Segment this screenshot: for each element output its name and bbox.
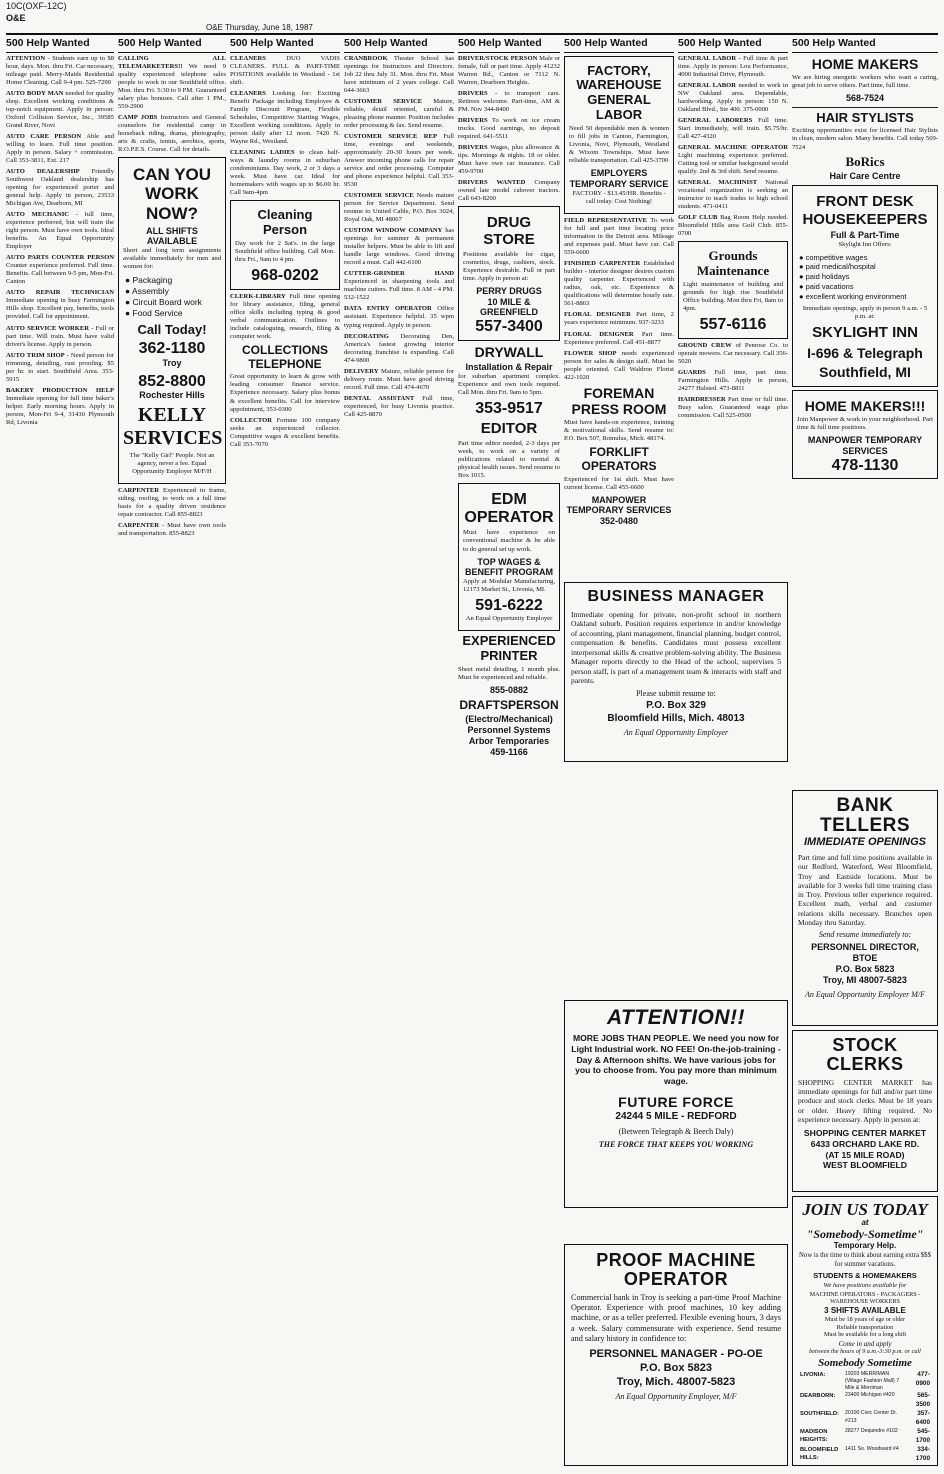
foreman-title: FOREMAN PRESS ROOM bbox=[571, 384, 667, 417]
address-line: WEST BLOOMFIELD bbox=[822, 1160, 908, 1171]
address-line: Troy, Mich. 48007-5823 bbox=[616, 1375, 736, 1388]
kelly-services-ad bbox=[118, 157, 226, 484]
ad-body: MORE JOBS THAN PEOPLE. We need you now for Light Industrial work. NO FEE! On-the-job-training - Day & Afternoon shifts. We have various jobs for you to choose from. You pay more than minimum wage. bbox=[571, 1033, 781, 1086]
promo-sub: ALL SHIFTS AVAILABLE bbox=[146, 225, 198, 247]
ad-eoe: An Equal Opportunity Employer, M/F bbox=[615, 1392, 737, 1402]
page-header bbox=[0, 0, 944, 34]
column-2 bbox=[118, 36, 226, 1466]
column-heading: 500 Help Wanted bbox=[564, 36, 674, 53]
requirement: Must be 18 years of age or older bbox=[824, 1316, 906, 1324]
ad-sub: Full & Part-Time bbox=[830, 229, 900, 240]
proof-machine-ad bbox=[564, 1244, 788, 1466]
company-name: FUTURE FORCE bbox=[618, 1093, 734, 1110]
edm-operator-ad bbox=[458, 483, 560, 631]
promo-item: ● Food Service bbox=[125, 308, 221, 319]
address-line: Troy, MI 48007-5823 bbox=[823, 975, 907, 986]
printer-title: EXPERIENCED PRINTER bbox=[462, 632, 556, 663]
hours: between the hours of 9 a.m.-3:30 p.m. or call bbox=[809, 1348, 921, 1356]
promo-list bbox=[123, 275, 221, 319]
ad-eoe: An Equal Opportunity Employer M/F bbox=[805, 989, 925, 999]
benefit-list bbox=[797, 253, 933, 302]
attention-ad bbox=[564, 1000, 788, 1208]
column-heading: 500 Help Wanted bbox=[678, 36, 788, 53]
classified-ad: CUSTOMER SERVICE REP Full time, evenings and weekends, approximately 20-30 hours per week. Answer incoming phone calls for repair service and order processing. Computer and phone experience helpful. Call 353-9530 bbox=[344, 132, 454, 189]
brand-sub: Hair Care Centre bbox=[829, 171, 901, 182]
page-corner-mark: 10C(OXF-12C) bbox=[6, 1, 67, 11]
location-address: 1411 So. Woodward #4 bbox=[844, 1446, 899, 1453]
classified-ad: CLERK-LIBRARY Full time opening for library assistance, filing, general office skills including typing & good verbal communication. Outlines to include cataloguing, research, filing & computer work. bbox=[230, 292, 340, 340]
ad-title: STOCK CLERKS bbox=[826, 1035, 904, 1074]
classified-ad: AUTO REPAIR TECHNICIAN Immediate opening in busy Farmington Hills shop. Excellent pay, benefits, tools provided. Call for appointment. bbox=[6, 289, 114, 321]
ad-tagline: TOP WAGES & BENEFIT PROGRAM bbox=[464, 556, 553, 578]
front-desk-ad bbox=[792, 185, 938, 387]
location-city: BLOOMFIELD HILLS: bbox=[800, 1447, 839, 1462]
ad-company: Skylight Inn Offers: bbox=[838, 240, 892, 248]
classified-ad: CUSTOMER SERVICE Needs mature person for Service Department. Send resume to United Cable, P.O. Box 3024, Royal Oak, MI 48067 bbox=[344, 192, 454, 224]
address-line: PERSONNEL MANAGER - PO-OE bbox=[589, 1348, 763, 1361]
location-city: SOUTHFIELD: bbox=[800, 1411, 839, 1418]
grounds-ad bbox=[678, 241, 788, 339]
ad-body: Positions available for cigar, cosmetics, drugs, cashiers, stock. Experience desirable. Full or part time. Apply in person at: bbox=[463, 250, 555, 282]
classified-ad: GENERAL LABOR - Full time & part time. Apply in person: Lou Performance, 4000 Industrial Drive, Plymouth. bbox=[678, 54, 788, 78]
address-line: P.O. Box 329 bbox=[646, 700, 706, 712]
address-line: P.O. Box 5823 bbox=[640, 1361, 712, 1374]
classified-ad: HAIRDRESSER Part time or full time. Busy salon. Guaranteed wage plus commission. Call 525-0500 bbox=[678, 395, 788, 420]
inn-city: Southfield, MI bbox=[819, 363, 911, 380]
ad-note: FACTORY - $13.45/HR. Benefits - call today. Cost Nothing! bbox=[572, 190, 666, 206]
locations-table bbox=[797, 1371, 933, 1465]
ad-title: HOME MAKERS!!! bbox=[804, 397, 926, 414]
classified-ad: GUARDS Full time, part time. Farmington Hills. Apply in person, 24277 Halsted. 473-8811 bbox=[678, 368, 788, 392]
classified-ad: Great opportunity to learn & grow with leading consumer finance service. Experience necessary. Salary plus bonus & excellent benefits. Call for interview appointment, 353-0300 bbox=[230, 373, 340, 413]
column-heading: 500 Help Wanted bbox=[344, 36, 454, 53]
classified-ad: GROUND CREW of Penrose Co. to operate mowers. Car necessary. Call 356-5020 bbox=[678, 341, 788, 365]
column-heading: 500 Help Wanted bbox=[230, 36, 340, 53]
shifts: 3 SHIFTS AVAILABLE bbox=[824, 1306, 906, 1316]
ad-phone: 855-0882 bbox=[489, 684, 529, 695]
location-address: 28277 Dequindre #102 bbox=[844, 1428, 898, 1435]
ad-body: Need 50 dependable men & women to fill jobs in Canton, Farmington, Livonia, Novi, Plymouth, Westland & Wixom Townships. Must have reliable transportation. Call 425-3700 bbox=[569, 125, 669, 165]
location-row bbox=[797, 1446, 933, 1464]
address-line: 6433 ORCHARD LAKE RD. bbox=[810, 1138, 920, 1149]
promo-item: ● Assembly bbox=[125, 286, 221, 297]
factory-ad bbox=[564, 56, 674, 215]
ad-body: Join Manpower & work in your neighborhood. Part time & full time positions. bbox=[797, 415, 933, 431]
ad-body: Must have experience on conventional machine & be able to do general set up work. bbox=[463, 529, 555, 553]
column-heading: 500 Help Wanted bbox=[6, 36, 114, 53]
ad-send: Send resume immediately to: bbox=[818, 930, 912, 940]
classified-ad: AUTO PARTS COUNTER PERSON Counter experience preferred. Full time. Benefits. Call between 9-5 pm, Mon-Fri. Canton bbox=[6, 254, 114, 286]
classified-ad: CARPENTER - Must have own tools and transportation. 855-8823 bbox=[118, 522, 226, 538]
ad-phone: 353-9517 bbox=[475, 399, 543, 417]
brand-name: BoRics bbox=[845, 153, 885, 169]
inn-location: I-696 & Telegraph bbox=[807, 344, 923, 361]
promo-phone: 852-8800 bbox=[138, 372, 206, 390]
classified-ad: AUTO DEALERSHIP Friendly Southwest Oakland dealership has opening for experienced porter and general help. Apply in person, 23533 Michigan Ave, Dearborn, MI bbox=[6, 167, 114, 208]
drywall-title: DRYWALL bbox=[474, 343, 544, 360]
employer-name: MANPOWER TEMPORARY SERVICES bbox=[566, 494, 672, 516]
drywall-sub: Installation & Repair bbox=[465, 361, 553, 372]
ad-body: Exciting opportunities exist for licensed Hair Stylists in clean, modern salon. Many benefits. Call today 569-7524 bbox=[792, 127, 938, 151]
store-address: 10 MILE & GREENFIELD bbox=[479, 296, 538, 318]
column-1 bbox=[6, 36, 114, 1466]
ad-phone: 459-1166 bbox=[490, 746, 528, 757]
benefit-item: ● paid holidays bbox=[799, 272, 933, 282]
dateline: O&E Thursday, June 18, 1987 bbox=[206, 23, 313, 32]
classified-ad: FINISHED CARPENTER Established builder - interior designer desires custom quality carpenter. Experienced with radius, oak, etc. Experience & qualifications will determine hourly rate. 561-8863 bbox=[564, 260, 674, 308]
classified-ad: GENERAL LABORERS Full time. Start immediately, will train. $5.75/hr. Call 427-4320 bbox=[678, 116, 788, 140]
ad-title: ATTENTION!! bbox=[606, 1006, 746, 1029]
classified-ad: FLORAL DESIGNER Part time, 2 years experience minimum. 937-3233 bbox=[564, 311, 674, 327]
ad-phone: 591-6222 bbox=[475, 597, 543, 615]
join-at: at bbox=[861, 1218, 869, 1227]
column-7 bbox=[678, 36, 788, 576]
editor-title: EDITOR bbox=[480, 420, 538, 438]
ad-title: Cleaning Person bbox=[257, 207, 313, 238]
location-city: MADISON HEIGHTS: bbox=[800, 1429, 828, 1444]
collections-title: COLLECTIONS TELEPHONE bbox=[242, 342, 328, 371]
ad-title: PROOF MACHINE OPERATOR bbox=[596, 1250, 756, 1289]
classified-ad: AUTO CARE PERSON Able and willing to learn. Full time position. Apply in person. Salary + commission. Call 353-3811, Ext. 217 bbox=[6, 132, 114, 164]
column-6 bbox=[564, 36, 674, 576]
ad-body: Day work for 2 Sat's. in the large Southfield office building. Call Mon. thru Fri., 9am to 4 pm. bbox=[235, 239, 335, 264]
divider bbox=[792, 107, 938, 108]
ad-phone: 352-0480 bbox=[599, 516, 639, 527]
classified-ad: CUTTER-GRINDER HAND Experienced in sharpening tools and machine cutters. Full time. 8 AM - 4 PM. 532-1522 bbox=[344, 270, 454, 302]
place-name: SHOPPING CENTER MARKET bbox=[803, 1128, 927, 1139]
drafts-sub: (Electro/Mechanical) bbox=[465, 714, 553, 725]
ad-body: Must have hands-on experience, training & motivational skills. Send resume to: P.O. Box 507, Romulus, Mich. 48174. bbox=[564, 418, 674, 442]
classified-ad: FIELD REPRESENTATIVE To work for full and part time locating price information in the Detroit area. Mileage and expenses paid. Must have car. Call 559-6600 bbox=[564, 217, 674, 257]
ad-body: Now is the time to think about earning extra $$$ for summer vacations. bbox=[799, 1252, 931, 1268]
hair-title: HAIR STYLISTS bbox=[816, 109, 914, 125]
benefit-item: ● excellent working environment bbox=[799, 292, 933, 302]
ad-apply: Immediate openings, apply in person 9 a.m. - 5 p.m. at: bbox=[802, 305, 928, 321]
classified-ad: CUSTOM WINDOW COMPANY has openings for summer & permanent installer helpers. Must be able to lift and handle large windows. Good driving record a must. Call 442-6100 bbox=[344, 227, 454, 267]
ad-body: SHOPPING CENTER MARKET has immediate openings for full and/or part time produce and stock clerks. Must be 18 years or older. Heavy lifting required. No experience necessary. Apply in person at: bbox=[798, 1077, 932, 1124]
ad-body: Experienced for 1st shift. Must have current license. Call 455-6600 bbox=[564, 475, 674, 491]
promo-city: Troy bbox=[162, 357, 182, 368]
classified-ad: CLEANERS Looking for: Exciting Benefit Package including Employee & Family Discount Program, Flexible Schedules, Competitive Starting Wages, Excellent working conditions. Apply in person daily after 12 noon. 7420 N. Wayne Rd., Westland. bbox=[230, 89, 340, 145]
benefit-item: ● paid vacations bbox=[799, 282, 933, 292]
section-tag: O&E bbox=[6, 13, 26, 23]
classified-ad: DRIVERS To work on ice cream trucks. Good earnings, no deposit required. 641-5511 bbox=[458, 116, 560, 140]
ad-title: FRONT DESK HOUSEKEEPERS bbox=[802, 193, 928, 228]
stock-clerks-ad bbox=[792, 1030, 938, 1192]
ad-sub: IMMEDIATE OPENINGS bbox=[803, 835, 927, 848]
ad-list bbox=[6, 55, 114, 427]
location-phone: 357-6400 bbox=[915, 1410, 930, 1427]
promo-item: ● Circuit Board work bbox=[125, 297, 221, 308]
classified-ad: CUSTOMER SERVICE Mature, reliable, detail oriented, careful & pleasing phone manner. Position includes order processing & fax. Send resume. bbox=[344, 97, 454, 129]
address-line: PERSONNEL DIRECTOR, BTOE bbox=[811, 941, 919, 963]
ad-body: Part time editor needed, 2-3 days per week, to work on a variety of publications related to mental & physical health issues. Send resume to Box 1015. bbox=[458, 439, 560, 479]
requirement: Reliable transportation bbox=[836, 1323, 894, 1331]
drug-store-ad bbox=[458, 206, 560, 341]
classified-ad: DENTAL ASSISTANT Full time, experienced, for busy Livonia practice. Call 425-8870 bbox=[344, 394, 454, 418]
tagline: THE FORCE THAT KEEPS YOU WORKING bbox=[598, 1139, 754, 1149]
address-line: P.O. Box 5823 bbox=[835, 964, 895, 975]
drafts-title: DRAFTSPERSON bbox=[459, 697, 559, 712]
classified-ad: FLORAL DESIGNER Part time. Experience preferred. Call 451-8877 bbox=[564, 330, 674, 346]
ad-phone: 568-7524 bbox=[845, 92, 885, 103]
business-manager-ad bbox=[564, 582, 788, 762]
classified-ad: BAKERY PRODUCTION HELP Immediate opening for full time baker's helper. Early morning hours. Apply in person, Mon-Fri 9-4, 31430 Plymouth Rd, Livonia bbox=[6, 386, 114, 426]
location-city: LIVONIA: bbox=[800, 1371, 826, 1378]
classified-ad: CRANBROOK Theater School has openings for Instructors and Directors. Job 22 thru July 31. Mon. thru Fri. Must have minimum of 2 years college. Call 644-3663 bbox=[344, 54, 454, 94]
employer-name: MANPOWER TEMPORARY SERVICES bbox=[807, 435, 923, 456]
ad-apply: Apply at Modular Manufacturing, 12173 Market St., Livonia, MI. bbox=[463, 578, 555, 594]
forklift-title: FORKLIFT OPERATORS bbox=[581, 444, 657, 473]
ad-title: DRUG STORE bbox=[483, 214, 535, 249]
classified-ad: ATTENTION - Students earn up to $8 hour, days. Mon. thru Fri. Car necessary, mileage paid. Merry-Maids Residential Home Cleaning. Call 9-4 pm. 525-7290 bbox=[6, 54, 114, 86]
ad-body: Immediate opening for private, non-profit school in northern Oakland suburb. Position requires experience in and/or knowledge of accounting, plant management, financial planning, budget control, compensation & benefits. Candidates must possess excellent interpersonal skills & creative problem-solving ability. The Business Manager reports directly to the Head of the school, supervises 5 person staff, is part of a management team & interacts with staff and parents. bbox=[571, 609, 781, 686]
classified-ad: GENERAL LABOR needed to work in NW Oakland area. Dependable, hardworking. Apply in person: 150 N. Oakland Blvd., Ste 400. 375-0000 bbox=[678, 81, 788, 113]
ad-body: We are hiring energetic workers who want a caring, great job to serve others. Part time, full time. bbox=[792, 73, 938, 89]
ad-title: BUSINESS MANAGER bbox=[587, 588, 765, 605]
classified-ad: CLEANING LADIES to clean half-ways & laundry rooms in suburban condominiums. Day work, 2 or 3 days a week. Must have car. Ideal for homemakers with wages up to $6.00 hr. Call 9am-4pm bbox=[230, 148, 340, 197]
address-line: (AT 15 MILE ROAD) bbox=[825, 1149, 905, 1160]
location-phone: 477-0900 bbox=[915, 1370, 930, 1387]
ad-phone: 557-3400 bbox=[475, 318, 543, 336]
ad-title: JOIN US TODAY bbox=[802, 1200, 928, 1219]
location-address: 23400 Michigan #420 bbox=[844, 1392, 895, 1399]
benefit-item: ● competitive wages bbox=[799, 253, 933, 263]
location-row bbox=[797, 1371, 933, 1393]
classified-ad: DRIVER/STOCK PERSON Male or female, full or part time. Apply 41232 Warren Rd., Canton or 7112 N. Warren, Dearborn Heights. bbox=[458, 54, 560, 86]
classified-ad: GENERAL MACHINIST National vocational organization is seeking an instructor to teach trades to high school students. 471-0411 bbox=[678, 178, 788, 211]
location-phone: 545-1700 bbox=[915, 1428, 930, 1445]
promo-city: Rochester Hills bbox=[139, 390, 205, 401]
come-in: Come in and apply bbox=[838, 1339, 892, 1348]
classified-ad: CARPENTER Experienced in frame, siding, roofing, to work on a full time basis for a quality driven residence repair contractor. Call 855-8823 bbox=[118, 487, 226, 519]
location-phone: 565-3500 bbox=[915, 1392, 930, 1409]
classified-ad: DECORATING Decorating Den, America's fastest growing interior decorating franchise is expanding. Call 474-9800 bbox=[344, 332, 454, 364]
ad-body: for suburban apartment complex. Experience and own tools required. Call Mon. thru Fri. 9am to 5pm. bbox=[458, 372, 560, 396]
classified-ad: CLEANERS DUO VADIS CLEANERS. FULL & PART-TIME POSITIONS available in Westland - 1st shift. bbox=[230, 54, 340, 86]
ad-phone: 968-0202 bbox=[251, 267, 319, 285]
home-makers-title: HOME MAKERS bbox=[811, 55, 919, 72]
classified-ad: CALLING ALL TELEMARKETERS!! We need 9 quality experienced telephone sales people to work in our Southfield office. Mon. thru Fri. 5:30 to 9 PM. Guaranteed salary plus bonuses. Call after 1 PM., 559-2900 bbox=[118, 54, 226, 110]
classified-ad: DELIVERY Mature, reliable person for delivery route. Must have good driving record. Full time. Call 474-4670 bbox=[344, 367, 454, 391]
positions: MACHINE OPERATORS - PACKAGERS - WAREHOUSE WORKERS bbox=[809, 1290, 921, 1305]
address-line: 24244 5 MILE - REDFORD bbox=[615, 1111, 737, 1123]
classified-ad: DATA ENTRY OPERATOR Office assistant. Experience helpful. 35 wpm typing required. Apply in person. bbox=[344, 305, 454, 329]
company-name: "Somebody-Sometime" bbox=[806, 1226, 924, 1241]
promo-title: CAN YOU WORK NOW? bbox=[132, 164, 212, 224]
classified-ad: AUTO SERVICE WORKER - Full or part time. Will train. Must have valid driver's license. Apply in person. bbox=[6, 324, 114, 348]
ad-send: Please submit resume to: bbox=[636, 688, 716, 698]
classified-ad: CAMP JOBS Instructors and General counselors for residential camp in horseback riding, drama, photography, arts & crafts, tennis, aerobics, sports, R.O.P.E.S. Course. Call for details. bbox=[118, 113, 226, 153]
tagline: Temporary Help. bbox=[833, 1240, 897, 1250]
promo-phone: 362-1180 bbox=[138, 340, 206, 358]
column-3 bbox=[230, 36, 340, 1466]
audience: STUDENTS & HOMEMAKERS bbox=[813, 1271, 917, 1281]
promo-body: Short and long term assignments available immediately for men and women for: bbox=[123, 247, 221, 271]
column-heading: 500 Help Wanted bbox=[118, 36, 226, 53]
drafts-company: Personnel Systems Arbor Temporaries bbox=[467, 725, 551, 746]
classified-ad: DRIVERS WANTED Company owned late model cabover tractors. Call 643-8200 bbox=[458, 178, 560, 203]
agency-name: KELLY SERVICES bbox=[123, 404, 223, 450]
positions-intro: We have positions available for bbox=[823, 1281, 907, 1289]
ad-eoe: An Equal Opportunity Employer bbox=[465, 614, 553, 622]
location-phone: 334-1700 bbox=[915, 1446, 930, 1463]
join-us-ad bbox=[792, 1196, 938, 1466]
inn-name: SKYLIGHT INN bbox=[812, 324, 918, 342]
location-row bbox=[797, 1410, 933, 1428]
location-address: 19203 MERRIMAN (Village Fashion Mall) 7 Mile & Merriman bbox=[844, 1370, 900, 1392]
address-line: Bloomfield Hills, Mich. 48013 bbox=[607, 712, 745, 724]
employer-name: EMPLOYERS TEMPORARY SERVICE bbox=[569, 168, 669, 190]
classified-ad: COLLECTOR Fortune 100 company seeks an experienced collector. Competitive wages & excellent benefits. Call 353-7070 bbox=[230, 416, 340, 448]
promo-item: ● Packaging bbox=[125, 275, 221, 286]
location-row bbox=[797, 1428, 933, 1446]
ad-body: Sheet metal detailing, 1 month plus. Must be experienced and reliable. bbox=[458, 665, 560, 681]
ad-body: Part time and full time positions available in our Redford, Waterford, West Bloomfield, Troy and Eastside locations. Must be available for 3 weeks full time training class in Troy. Previous teller experience required. Excellent math, verbal and customer relations skills necessary. Branches open Monday thru Saturday. bbox=[798, 853, 932, 927]
bank-tellers-ad bbox=[792, 790, 938, 1026]
location-city: DEARBORN: bbox=[800, 1393, 836, 1400]
classified-ad: GENERAL MACHINE OPERATOR Light machining experience preferred. Cutting tool or similar background would qualify. 2nd & 3rd shift. Send resume. bbox=[678, 143, 788, 175]
promo-cta: Call Today! bbox=[137, 322, 207, 338]
column-heading: 500 Help Wanted bbox=[792, 36, 938, 53]
ad-eoe: An Equal Opportunity Employer bbox=[623, 728, 729, 738]
header-rule bbox=[6, 33, 938, 35]
ad-title: FACTORY, WAREHOUSE GENERAL LABOR bbox=[576, 62, 662, 123]
cleaning-person-ad bbox=[230, 200, 340, 290]
classified-ad: GOLF CLUB Bag Room Help needed. Bloomfield Hills area Golf Club. 855-0700 bbox=[678, 214, 788, 238]
classified-ad: AUTO BODY MAN needed for quality shop. Excellent working conditions & top-notch equipment. Apply in person: Oxford Collision Service, Inc., 39585 Grand River, Novi bbox=[6, 89, 114, 129]
classified-ad: DRIVERS - to transport cars. Retirees welcome. Part-time, AM & PM. Nov 344-8400 bbox=[458, 89, 560, 113]
classified-ad: AUTO MECHANIC - full time, experience preferred, but will train the right person. Must have own tools. Ideal benefits. An Equal Opportunity Employer bbox=[6, 211, 114, 251]
brand-name: Somebody Sometime bbox=[818, 1356, 912, 1369]
manpower-ad bbox=[792, 390, 938, 479]
ad-phone: 478-1130 bbox=[831, 456, 899, 474]
column-5 bbox=[458, 36, 560, 1466]
ad-body: Commercial bank in Troy is seeking a part-time Proof Machine Operator. Experience with proof machines, 10 key adding machine, or as a teller preferred. Flexible evening hours, 3 days a week. Salary commensurate with experience. Send resume and salary history in confidence to: bbox=[571, 1292, 781, 1343]
column-4 bbox=[344, 36, 454, 1466]
column-heading: 500 Help Wanted bbox=[458, 36, 560, 53]
cross-streets: (Between Telegraph & Beech Daly) bbox=[618, 1126, 734, 1136]
classified-ad: DRIVERS Wages, plus allowance & tips. Mornings & nights. 18 or older. Must have own car insurance. Call 459-9700 bbox=[458, 143, 560, 175]
benefit-item: ● paid medical/hospital bbox=[799, 262, 933, 272]
location-address: 20100 Civic Center Dr. #213 bbox=[844, 1410, 898, 1424]
agency-note: The "Kelly Girl" People. Not an agency, never a fee. Equal Opportunity Employer M/F/H bbox=[129, 452, 215, 476]
classified-ad: FLOWER SHOP needs experienced person for sales & design staff. Must be people oriented. Call Waldron Florist 422-1020 bbox=[564, 349, 674, 381]
ad-title: Grounds Maintenance bbox=[696, 248, 770, 279]
column-8 bbox=[792, 36, 938, 776]
store-name: PERRY DRUGS bbox=[476, 285, 542, 296]
ad-title: EDM OPERATOR bbox=[464, 490, 554, 527]
ad-phone: 557-6116 bbox=[699, 316, 767, 334]
ad-body: Light maintenance of building and grounds for high rise Southfield Office building. Mon thru Fri, 8am to 4pm. bbox=[683, 281, 783, 313]
requirement: Must be available for a long shift bbox=[823, 1331, 907, 1339]
location-row bbox=[797, 1392, 933, 1410]
ad-title: BANK TELLERS bbox=[819, 795, 911, 836]
classified-ad: AUTO TRIM SHOP - Need person for trimming, detailing, rust proofing. $5 per hr. to start. Southfield Area. 353-5915 bbox=[6, 351, 114, 383]
